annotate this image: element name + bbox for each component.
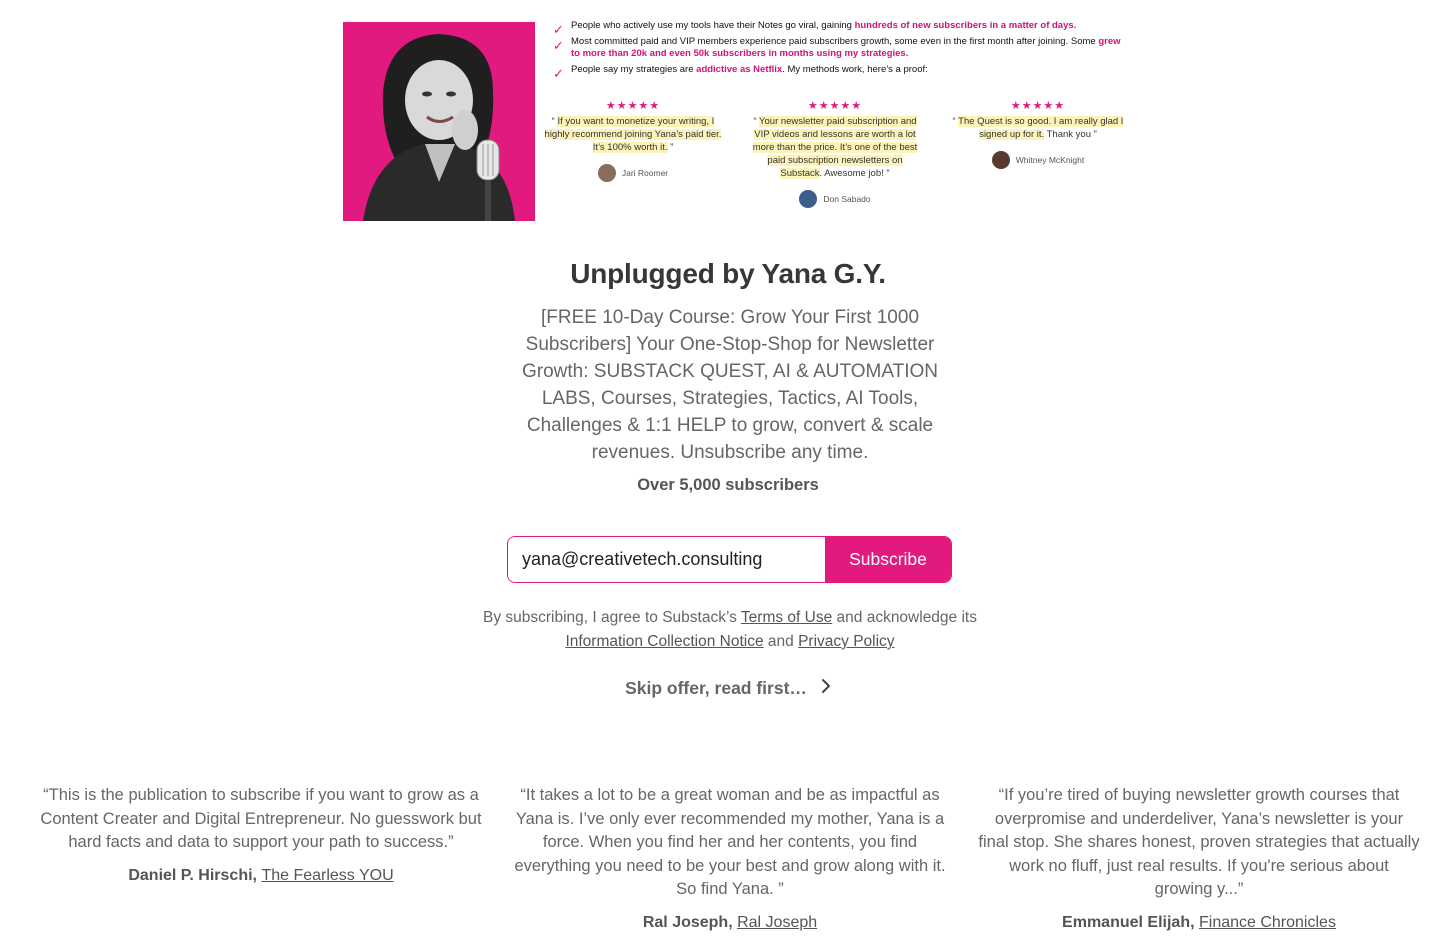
testimonial-author: Daniel P. Hirschi, The Fearless YOU [128,866,394,884]
review-quote-tail: . Awesome job! [819,168,884,179]
legal-text: and acknowledge its [832,609,977,626]
subscribe-form [507,536,952,583]
testimonial-quote: “It takes a lot to be a great woman and be as impactful as Yana is. I’ve only ever recommended my mother, Yana is a force. When you find her and her contents, you find everything you need to be your best and grow along with it. So find Yana. ” [514,786,946,898]
testimonial-author-name: Daniel P. Hirschi [128,866,253,884]
benefit-item [551,20,1131,37]
benefit-text-after: . My methods work, here’s a proof: [782,64,928,75]
review-author [948,151,1128,169]
review-quote-text: The Quest is so good. I am really glad I signed up for it. [958,116,1124,140]
benefit-text: Most committed paid and VIP members experience paid subscribers growth, some even in the first month after joining. Some [571,36,1099,47]
review-card [746,100,924,208]
benefit-text: People who actively use my tools have their Notes go viral, gaining [571,20,855,31]
review-cards [543,100,1128,225]
review-quote-text: If you want to monetize your writing, I highly recommend joining Yana’s paid tier. It’s 100% worth it. [544,116,722,153]
review-author-name: Whitney McKnight [1015,154,1085,165]
avatar [799,190,817,208]
benefit-item [551,36,1131,60]
email-input[interactable] [508,537,825,582]
promo-banner-image [343,20,1128,223]
review-author [543,164,723,182]
testimonial-author-name: Ral Joseph [642,913,729,931]
benefit-item [551,64,1131,81]
benefit-highlight: grew to more than 20k and even 50k subscribers in months using my strategies. [571,36,1121,59]
testimonial-publication-link[interactable]: The Fearless YOU [261,866,394,884]
review-author-name: Jari Roomer [621,167,669,178]
review-quote-tail: Thank you [1044,129,1091,140]
information-collection-notice-link[interactable]: Information Collection Notice [565,633,764,650]
publication-description: [FREE 10-Day Course: Grow Your First 1000 Subscribers] Your One-Stop-Shop for Newsletter Growth: SUBSTACK QUEST, AI & AUTOMATION LABS, Courses, Strategies, Tactics, AI Tools, Challenges & 1:1 HELP to grow, convert & scale revenues. Unsubscribe any time. [522,307,938,463]
review-author [746,190,924,208]
subscriber-count: Over 5,000 subscribers [637,476,819,494]
testimonial [978,784,1420,934]
legal-text: and [763,633,799,650]
star-rating-icon: ★★★★★ [807,100,863,112]
publication-title: Unplugged by Yana G.Y. [570,258,886,289]
review-quote: “ If you want to monetize your writing, I highly recommend joining Yana’s paid tier. It’s 100% worth it. ” [544,116,722,153]
testimonial-quote: “This is the publication to subscribe if you want to grow as a Content Creater and Digital Entrepreneur. No guesswork but hard facts and data to support your path to success.” [40,786,482,851]
checkmark-icon: ✓ [553,38,564,53]
review-quote: “ Your newsletter paid subscription and VIP videos and lessons are worth a lot more than the price. It’s one of the best paid subscription newsletters on Substack. Awesome job! ” [752,116,918,179]
avatar [992,151,1010,169]
testimonial-publication-link[interactable]: Finance Chronicles [1198,913,1336,931]
checkmark-icon: ✓ [553,22,564,37]
skip-offer-link[interactable] [0,678,1456,699]
star-rating-icon: ★★★★★ [1010,100,1066,112]
benefit-text: People say my strategies are [571,64,697,75]
benefit-list [551,20,1131,80]
testimonial [40,784,482,887]
chevron-right-icon [821,678,831,699]
review-author-name: Don Sabado [823,193,871,204]
star-rating-icon: ★★★★★ [605,100,661,112]
author-photo [343,22,535,221]
subscribe-button[interactable]: Subscribe [825,537,951,582]
testimonial-author: Ral Joseph, Ral Joseph [642,913,818,931]
checkmark-icon: ✓ [553,66,564,81]
testimonial-publication-link[interactable]: Ral Joseph [737,913,818,931]
legal-text: By subscribing, I agree to Substack’s [483,609,741,626]
privacy-policy-link[interactable]: Privacy Policy [798,633,895,650]
review-card [543,100,723,182]
avatar [598,164,616,182]
skip-offer-label: Skip offer, read first… [625,678,807,698]
testimonial [504,784,956,934]
terms-of-use-link[interactable]: Terms of Use [740,609,833,626]
testimonial-quote: “If you’re tired of buying newsletter growth courses that overpromise and underdeliver, Yana’s newsletter is your final stop. She shares honest, proven strategies that actually work no fluff, just real results. If you're serious about growing y...” [978,786,1420,898]
review-quote: “ The Quest is so good. I am really glad I signed up for it. Thank you ” [952,116,1124,140]
review-card [948,100,1128,169]
benefit-highlight: hundreds of new subscribers in a matter of days. [854,20,1077,31]
legal-notice [480,606,980,654]
benefit-highlight: addictive as Netflix [696,64,783,75]
testimonial-author: Emmanuel Elijah, Finance Chronicles [1062,913,1336,931]
review-quote-text: Your newsletter paid subscription and VIP videos and lessons are worth a lot more than the price. It’s one of the best paid subscription newsletters on Substack [752,116,918,179]
testimonial-author-name: Emmanuel Elijah [1062,913,1191,931]
